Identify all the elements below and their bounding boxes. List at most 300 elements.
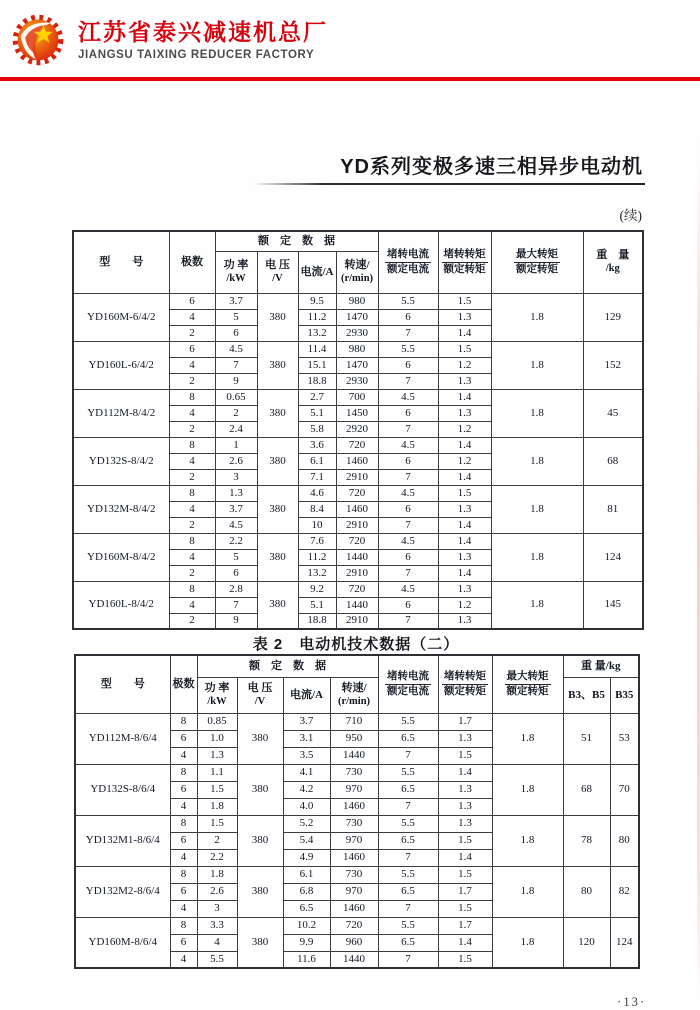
model-cell: YD160L-6/4/2 (73, 341, 169, 389)
speed-cell: 970 (330, 883, 378, 900)
locked-current-cell: 6 (378, 549, 438, 565)
poles-cell: 8 (170, 815, 197, 832)
weight-cell: 124 (583, 533, 643, 581)
power-cell: 7 (215, 597, 257, 613)
locked-torque-cell: 1.3 (438, 405, 491, 421)
poles-cell: 8 (169, 581, 215, 597)
locked-current-cell: 7 (378, 747, 438, 764)
t1-header-rated-data: 额 定 数 据 (215, 231, 378, 251)
poles-cell: 4 (170, 951, 197, 968)
locked-current-cell: 7 (378, 325, 438, 341)
current-cell: 10.2 (283, 917, 330, 934)
speed-cell: 730 (330, 764, 378, 781)
poles-cell: 4 (169, 309, 215, 325)
speed-cell: 1460 (336, 501, 378, 517)
power-cell: 3.7 (215, 293, 257, 309)
current-cell: 7.6 (298, 533, 336, 549)
poles-cell: 4 (170, 849, 197, 866)
model-cell: YD132M2-8/6/4 (75, 866, 170, 917)
power-cell: 2.6 (197, 883, 237, 900)
poles-cell: 2 (169, 613, 215, 629)
locked-current-cell: 6 (378, 501, 438, 517)
locked-torque-cell: 1.3 (438, 501, 491, 517)
current-cell: 6.5 (283, 900, 330, 917)
weight-b3b5-cell: 68 (563, 764, 610, 815)
power-cell: 4 (197, 934, 237, 951)
locked-current-cell: 5.5 (378, 815, 438, 832)
locked-current-cell: 6 (378, 357, 438, 373)
current-cell: 5.4 (283, 832, 330, 849)
voltage-cell: 380 (257, 485, 298, 533)
locked-current-cell: 5.5 (378, 713, 438, 730)
speed-cell: 700 (336, 389, 378, 405)
speed-cell: 720 (336, 581, 378, 597)
speed-cell: 720 (336, 533, 378, 549)
speed-cell: 1450 (336, 405, 378, 421)
locked-torque-cell: 1.5 (438, 866, 492, 883)
power-cell: 1.5 (197, 815, 237, 832)
t1-body (73, 293, 643, 629)
speed-cell: 970 (330, 832, 378, 849)
locked-torque-cell: 1.3 (438, 815, 492, 832)
locked-current-cell: 6 (378, 309, 438, 325)
voltage-cell: 380 (237, 815, 283, 866)
t2-header-weight: 重 量/kg (563, 655, 639, 677)
poles-cell: 6 (170, 781, 197, 798)
locked-current-cell: 7 (378, 849, 438, 866)
weight-cell: 129 (583, 293, 643, 341)
power-cell: 3 (215, 469, 257, 485)
current-cell: 4.0 (283, 798, 330, 815)
current-cell: 2.7 (298, 389, 336, 405)
current-cell: 15.1 (298, 357, 336, 373)
voltage-cell: 380 (257, 437, 298, 485)
weight-b35-cell: 82 (610, 866, 639, 917)
power-cell: 2.6 (215, 453, 257, 469)
table-row (75, 815, 639, 832)
locked-torque-cell: 1.5 (438, 293, 491, 309)
speed-cell: 1440 (336, 549, 378, 565)
max-torque-cell: 1.8 (492, 866, 563, 917)
poles-cell: 6 (170, 730, 197, 747)
motor-data-table-2 (74, 654, 640, 969)
current-cell: 18.8 (298, 373, 336, 389)
speed-cell: 2920 (336, 421, 378, 437)
power-cell: 0.85 (197, 713, 237, 730)
poles-cell: 8 (170, 764, 197, 781)
poles-cell: 4 (170, 747, 197, 764)
max-torque-cell: 1.8 (491, 341, 583, 389)
power-cell: 5 (215, 309, 257, 325)
speed-cell: 2910 (336, 613, 378, 629)
speed-cell: 1470 (336, 309, 378, 325)
poles-cell: 4 (170, 900, 197, 917)
power-cell: 1 (215, 437, 257, 453)
poles-cell: 8 (169, 389, 215, 405)
power-cell: 1.0 (197, 730, 237, 747)
voltage-cell: 380 (237, 917, 283, 968)
speed-cell: 1440 (330, 951, 378, 968)
t1-header-power: 功 率 /kW (215, 251, 257, 293)
poles-cell: 8 (170, 917, 197, 934)
t1-header-locked-current-ratio: $\frac{\text{堵转电流}}{\text{额定电流}}$ (378, 231, 438, 293)
t2-header-locked-current-ratio: $\frac{\text{堵转电流}}{\text{额定电流}}$ (378, 655, 438, 713)
weight-b3b5-cell: 120 (563, 917, 610, 968)
locked-current-cell: 7 (378, 900, 438, 917)
poles-cell: 2 (169, 421, 215, 437)
weight-b35-cell: 53 (610, 713, 639, 764)
t2-header-weight-b3b5: B3、B5 (563, 677, 610, 713)
locked-current-cell: 6.5 (378, 883, 438, 900)
locked-current-cell: 6 (378, 453, 438, 469)
model-cell: YD160M-8/4/2 (73, 533, 169, 581)
table-row (73, 581, 643, 597)
locked-torque-cell: 1.3 (438, 373, 491, 389)
speed-cell: 2910 (336, 565, 378, 581)
power-cell: 0.65 (215, 389, 257, 405)
power-cell: 2.8 (215, 581, 257, 597)
speed-cell: 970 (330, 781, 378, 798)
max-torque-cell: 1.8 (491, 293, 583, 341)
poles-cell: 2 (169, 325, 215, 341)
t2-header-rated-data: 额 定 数 据 (197, 655, 378, 677)
poles-cell: 2 (169, 469, 215, 485)
speed-cell: 730 (330, 815, 378, 832)
max-torque-cell: 1.8 (492, 764, 563, 815)
current-cell: 6.1 (283, 866, 330, 883)
voltage-cell: 380 (257, 581, 298, 629)
poles-cell: 6 (170, 832, 197, 849)
max-torque-cell: 1.8 (492, 917, 563, 968)
t1-header-locked-torque-ratio: $\frac{\text{堵转转矩}}{\text{额定转矩}}$ (438, 231, 491, 293)
power-cell: 1.5 (197, 781, 237, 798)
max-torque-cell: 1.8 (491, 437, 583, 485)
current-cell: 11.6 (283, 951, 330, 968)
poles-cell: 2 (169, 517, 215, 533)
current-cell: 9.9 (283, 934, 330, 951)
locked-torque-cell: 1.5 (438, 341, 491, 357)
current-cell: 3.1 (283, 730, 330, 747)
model-cell: YD160M-6/4/2 (73, 293, 169, 341)
company-name-en: JIANGSU TAIXING REDUCER FACTORY (78, 49, 315, 61)
current-cell: 9.5 (298, 293, 336, 309)
voltage-cell: 380 (257, 293, 298, 341)
speed-cell: 730 (330, 866, 378, 883)
poles-cell: 4 (169, 357, 215, 373)
title-underline (253, 183, 645, 185)
locked-current-cell: 7 (378, 951, 438, 968)
weight-b35-cell: 70 (610, 764, 639, 815)
locked-torque-cell: 1.4 (438, 469, 491, 485)
current-cell: 6.8 (283, 883, 330, 900)
table-row (73, 293, 643, 309)
page-number: ·13· (617, 995, 646, 1009)
model-cell: YD112M-8/4/2 (73, 389, 169, 437)
poles-cell: 8 (170, 866, 197, 883)
t2-header-power: 功 率 /kW (197, 677, 237, 713)
locked-current-cell: 4.5 (378, 389, 438, 405)
power-cell: 5 (215, 549, 257, 565)
power-cell: 1.3 (197, 747, 237, 764)
table-row (73, 533, 643, 549)
locked-current-cell: 6.5 (378, 781, 438, 798)
current-cell: 4.2 (283, 781, 330, 798)
locked-torque-cell: 1.7 (438, 883, 492, 900)
brand-header (10, 12, 328, 68)
speed-cell: 1460 (336, 453, 378, 469)
speed-cell: 980 (336, 293, 378, 309)
speed-cell: 710 (330, 713, 378, 730)
continued-mark: (续) (619, 208, 642, 223)
locked-torque-cell: 1.2 (438, 597, 491, 613)
table-row (73, 485, 643, 501)
poles-cell: 6 (169, 293, 215, 309)
current-cell: 3.6 (298, 437, 336, 453)
locked-torque-cell: 1.4 (438, 764, 492, 781)
locked-current-cell: 7 (378, 373, 438, 389)
locked-current-cell: 5.5 (378, 866, 438, 883)
locked-current-cell: 5.5 (378, 764, 438, 781)
poles-cell: 4 (169, 549, 215, 565)
current-cell: 13.2 (298, 325, 336, 341)
table2-caption: 表 2 电动机技术数据（二） (252, 636, 460, 653)
power-cell: 4.5 (215, 341, 257, 357)
t2-header-current: 电流/A (283, 677, 330, 713)
max-torque-cell: 1.8 (491, 533, 583, 581)
locked-current-cell: 5.5 (378, 917, 438, 934)
power-cell: 6 (215, 565, 257, 581)
t1-header-current: 电流/A (298, 251, 336, 293)
t1-header-model: 型 号 (73, 231, 169, 293)
speed-cell: 2910 (336, 469, 378, 485)
poles-cell: 2 (169, 373, 215, 389)
locked-torque-cell: 1.2 (438, 357, 491, 373)
locked-current-cell: 6 (378, 597, 438, 613)
max-torque-cell: 1.8 (491, 581, 583, 629)
locked-torque-cell: 1.5 (438, 900, 492, 917)
locked-current-cell: 7 (378, 613, 438, 629)
speed-cell: 2930 (336, 325, 378, 341)
locked-current-cell: 7 (378, 469, 438, 485)
locked-torque-cell: 1.4 (438, 517, 491, 533)
power-cell: 1.1 (197, 764, 237, 781)
current-cell: 5.8 (298, 421, 336, 437)
locked-current-cell: 4.5 (378, 485, 438, 501)
weight-cell: 152 (583, 341, 643, 389)
locked-current-cell: 4.5 (378, 533, 438, 549)
locked-torque-cell: 1.3 (438, 549, 491, 565)
speed-cell: 1440 (336, 597, 378, 613)
weight-cell: 145 (583, 581, 643, 629)
weight-cell: 45 (583, 389, 643, 437)
locked-torque-cell: 1.4 (438, 934, 492, 951)
power-cell: 9 (215, 613, 257, 629)
voltage-cell: 380 (257, 389, 298, 437)
weight-cell: 68 (583, 437, 643, 485)
poles-cell: 6 (170, 883, 197, 900)
current-cell: 13.2 (298, 565, 336, 581)
t2-header-locked-torque-ratio: $\frac{\text{堵转转矩}}{\text{额定转矩}}$ (438, 655, 492, 713)
poles-cell: 8 (169, 485, 215, 501)
locked-torque-cell: 1.7 (438, 917, 492, 934)
locked-current-cell: 6.5 (378, 934, 438, 951)
locked-torque-cell: 1.3 (438, 613, 491, 629)
table-row (73, 437, 643, 453)
speed-cell: 720 (336, 485, 378, 501)
speed-cell: 960 (330, 934, 378, 951)
voltage-cell: 380 (237, 713, 283, 764)
power-cell: 3.3 (197, 917, 237, 934)
poles-cell: 4 (170, 798, 197, 815)
table-row (73, 341, 643, 357)
t2-header-speed: 转速/ (r/min) (330, 677, 378, 713)
t1-header-max-torque-ratio: $\frac{\text{最大转矩}}{\text{额定转矩}}$ (491, 231, 583, 293)
table-row (75, 866, 639, 883)
locked-current-cell: 7 (378, 798, 438, 815)
current-cell: 11.2 (298, 309, 336, 325)
current-cell: 9.2 (298, 581, 336, 597)
poles-cell: 4 (169, 453, 215, 469)
header-divider-rule (0, 77, 700, 81)
power-cell: 3.7 (215, 501, 257, 517)
t1-header-poles: 极数 (169, 231, 215, 293)
locked-torque-cell: 1.4 (438, 325, 491, 341)
t2-header-voltage: 电 压 /V (237, 677, 283, 713)
motor-data-table-1 (72, 230, 644, 630)
t1-header-speed: 转速/ (r/min) (336, 251, 378, 293)
power-cell: 3 (197, 900, 237, 917)
speed-cell: 1440 (330, 747, 378, 764)
current-cell: 3.5 (283, 747, 330, 764)
locked-torque-cell: 1.5 (438, 747, 492, 764)
weight-b35-cell: 124 (610, 917, 639, 968)
speed-cell: 1460 (330, 849, 378, 866)
locked-current-cell: 4.5 (378, 437, 438, 453)
locked-torque-cell: 1.7 (438, 713, 492, 730)
locked-torque-cell: 1.2 (438, 421, 491, 437)
locked-torque-cell: 1.3 (438, 309, 491, 325)
power-cell: 7 (215, 357, 257, 373)
locked-current-cell: 4.5 (378, 581, 438, 597)
locked-current-cell: 6.5 (378, 730, 438, 747)
power-cell: 4.5 (215, 517, 257, 533)
current-cell: 5.2 (283, 815, 330, 832)
model-cell: YD112M-8/6/4 (75, 713, 170, 764)
power-cell: 2 (197, 832, 237, 849)
current-cell: 11.4 (298, 341, 336, 357)
current-cell: 8.4 (298, 501, 336, 517)
speed-cell: 2930 (336, 373, 378, 389)
power-cell: 2.2 (215, 533, 257, 549)
locked-current-cell: 6 (378, 405, 438, 421)
poles-cell: 8 (170, 713, 197, 730)
speed-cell: 2910 (336, 517, 378, 533)
max-torque-cell: 1.8 (491, 485, 583, 533)
weight-b3b5-cell: 51 (563, 713, 610, 764)
table-row (75, 917, 639, 934)
locked-torque-cell: 1.4 (438, 533, 491, 549)
locked-torque-cell: 1.5 (438, 951, 492, 968)
locked-torque-cell: 1.4 (438, 565, 491, 581)
power-cell: 2 (215, 405, 257, 421)
current-cell: 4.9 (283, 849, 330, 866)
page-title: YD系列变极多速三相异步电动机 (340, 156, 643, 178)
current-cell: 4.1 (283, 764, 330, 781)
current-cell: 5.1 (298, 597, 336, 613)
weight-b3b5-cell: 78 (563, 815, 610, 866)
locked-torque-cell: 1.3 (438, 581, 491, 597)
poles-cell: 4 (169, 597, 215, 613)
locked-torque-cell: 1.5 (438, 832, 492, 849)
weight-cell: 81 (583, 485, 643, 533)
t2-header-poles: 极数 (170, 655, 197, 713)
current-cell: 7.1 (298, 469, 336, 485)
model-cell: YD160L-8/4/2 (73, 581, 169, 629)
table-row (75, 713, 639, 730)
locked-torque-cell: 1.4 (438, 849, 492, 866)
poles-cell: 8 (169, 533, 215, 549)
locked-torque-cell: 1.4 (438, 389, 491, 405)
model-cell: YD132M1-8/6/4 (75, 815, 170, 866)
poles-cell: 4 (169, 501, 215, 517)
locked-current-cell: 5.5 (378, 341, 438, 357)
power-cell: 2.2 (197, 849, 237, 866)
poles-cell: 8 (169, 437, 215, 453)
model-cell: YD132S-8/6/4 (75, 764, 170, 815)
model-cell: YD160M-8/6/4 (75, 917, 170, 968)
poles-cell: 6 (169, 341, 215, 357)
power-cell: 6 (215, 325, 257, 341)
current-cell: 18.8 (298, 613, 336, 629)
current-cell: 5.1 (298, 405, 336, 421)
locked-torque-cell: 1.3 (438, 730, 492, 747)
table-row (73, 389, 643, 405)
speed-cell: 720 (336, 437, 378, 453)
t1-header-voltage: 电 压 /V (257, 251, 298, 293)
power-cell: 1.8 (197, 798, 237, 815)
locked-current-cell: 7 (378, 565, 438, 581)
poles-cell: 4 (169, 405, 215, 421)
voltage-cell: 380 (257, 341, 298, 389)
table-row (75, 764, 639, 781)
t2-body (75, 713, 639, 968)
locked-torque-cell: 1.3 (438, 781, 492, 798)
gear-star-logo-icon (10, 12, 66, 68)
max-torque-cell: 1.8 (492, 713, 563, 764)
power-cell: 9 (215, 373, 257, 389)
max-torque-cell: 1.8 (491, 389, 583, 437)
model-cell: YD132M-8/4/2 (73, 485, 169, 533)
current-cell: 10 (298, 517, 336, 533)
speed-cell: 950 (330, 730, 378, 747)
locked-current-cell: 7 (378, 421, 438, 437)
t2-header-weight-b35: B35 (610, 677, 639, 713)
locked-torque-cell: 1.3 (438, 798, 492, 815)
poles-cell: 2 (169, 565, 215, 581)
t2-header-max-torque-ratio: $\frac{\text{最大转矩}}{\text{额定转矩}}$ (492, 655, 563, 713)
speed-cell: 1460 (330, 900, 378, 917)
power-cell: 2.4 (215, 421, 257, 437)
poles-cell: 6 (170, 934, 197, 951)
weight-b35-cell: 80 (610, 815, 639, 866)
speed-cell: 720 (330, 917, 378, 934)
voltage-cell: 380 (237, 866, 283, 917)
current-cell: 3.7 (283, 713, 330, 730)
power-cell: 1.3 (215, 485, 257, 501)
t1-header-weight: 重 量 /kg (583, 231, 643, 293)
max-torque-cell: 1.8 (492, 815, 563, 866)
model-cell: YD132S-8/4/2 (73, 437, 169, 485)
